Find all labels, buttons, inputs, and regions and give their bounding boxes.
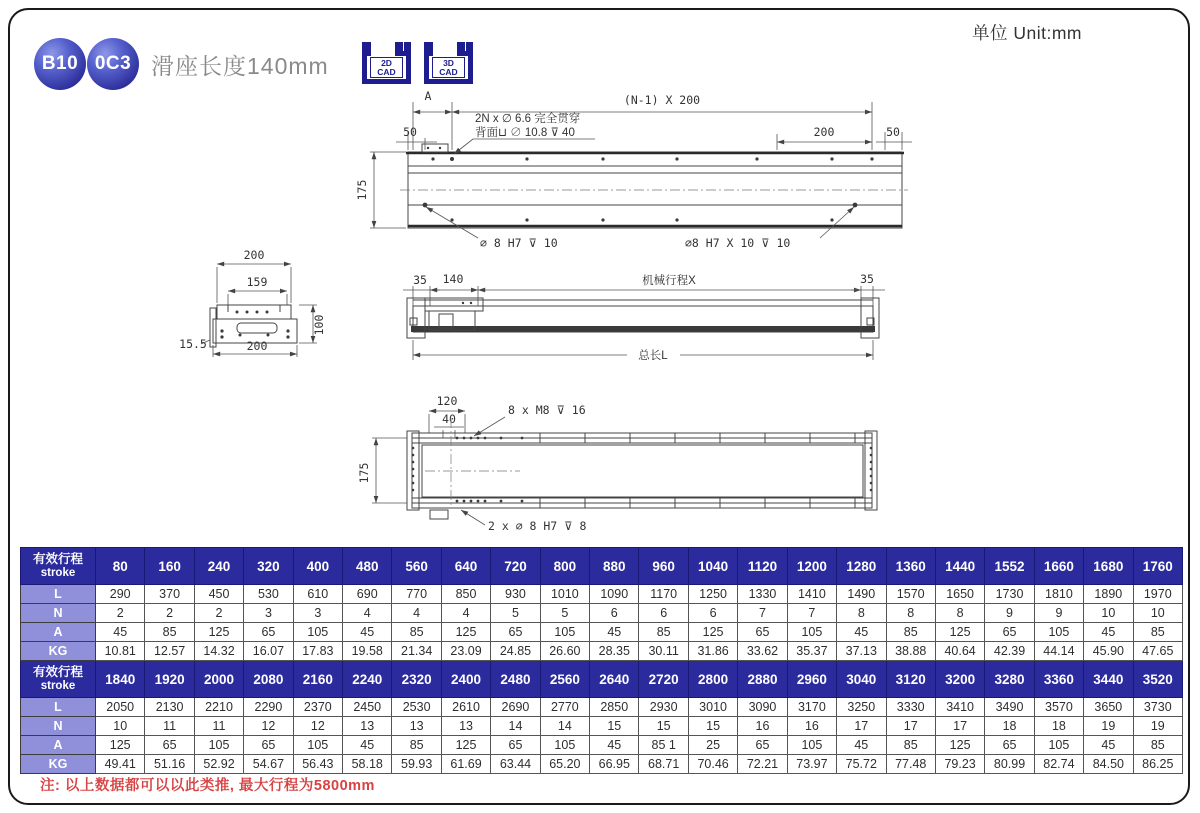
value-cell: 16.07: [244, 642, 293, 661]
value-cell: 125: [441, 623, 490, 642]
dim-40: 40: [442, 412, 456, 426]
spec-row-a: [21, 736, 1183, 755]
cad-2d-text: CAD: [377, 66, 396, 77]
value-cell: 105: [540, 623, 589, 642]
total-length-label: 总长L: [638, 350, 668, 362]
value-cell: 2: [145, 604, 194, 623]
model-badges: [34, 38, 329, 90]
m8-callout: 8 x M8 ⊽ 16: [508, 403, 586, 417]
value-cell: 82.74: [1034, 755, 1083, 774]
value-cell: 3: [244, 604, 293, 623]
value-cell: 3330: [886, 698, 935, 717]
stroke-value-cell: 2080: [244, 661, 293, 698]
value-cell: 65: [738, 623, 787, 642]
spec-row-kg: [21, 755, 1183, 774]
value-cell: 45.90: [1084, 642, 1133, 661]
stroke-value-cell: 2240: [343, 661, 392, 698]
stroke-header-row: [21, 661, 1183, 698]
stroke-header-row: [21, 548, 1183, 585]
value-cell: 125: [935, 736, 984, 755]
value-cell: 1730: [985, 585, 1034, 604]
value-cell: 19: [1133, 717, 1182, 736]
stroke-value-cell: 3040: [837, 661, 886, 698]
value-cell: 38.88: [886, 642, 935, 661]
value-cell: 45: [590, 623, 639, 642]
value-cell: 65: [244, 623, 293, 642]
value-cell: 12: [293, 717, 342, 736]
value-cell: 40.64: [935, 642, 984, 661]
spec-row-kg: [21, 642, 1183, 661]
value-cell: 17.83: [293, 642, 342, 661]
value-cell: 105: [293, 623, 342, 642]
stroke-value-cell: 2800: [688, 661, 737, 698]
value-cell: 51.16: [145, 755, 194, 774]
model-badge-0c3: 0C3: [87, 38, 139, 90]
value-cell: 10.81: [96, 642, 145, 661]
cad-2d-icon[interactable]: [362, 42, 411, 84]
value-cell: 26.60: [540, 642, 589, 661]
value-cell: 5: [491, 604, 540, 623]
dim-200-bottom: 200: [246, 339, 268, 353]
dim-35-right: 35: [860, 272, 874, 286]
cad-2d-text: 2D: [381, 57, 392, 68]
stroke-value-cell: 1680: [1084, 548, 1133, 585]
value-cell: 2610: [441, 698, 490, 717]
value-cell: 86.25: [1133, 755, 1182, 774]
value-cell: 35.37: [787, 642, 836, 661]
row-label-cell: L: [21, 698, 96, 717]
stroke-value-cell: 1660: [1034, 548, 1083, 585]
value-cell: 85: [886, 736, 935, 755]
unit-label: 单位 Unit:mm: [972, 23, 1082, 43]
value-cell: 85: [1133, 623, 1182, 642]
value-cell: 16: [787, 717, 836, 736]
stroke-value-cell: 240: [194, 548, 243, 585]
value-cell: 52.92: [194, 755, 243, 774]
value-cell: 2130: [145, 698, 194, 717]
value-cell: 1330: [738, 585, 787, 604]
value-cell: 65: [491, 736, 540, 755]
value-cell: 7: [787, 604, 836, 623]
value-cell: 105: [787, 623, 836, 642]
spec-table: [20, 547, 1183, 774]
stroke-value-cell: 2160: [293, 661, 342, 698]
value-cell: 44.14: [1034, 642, 1083, 661]
value-cell: 23.09: [441, 642, 490, 661]
value-cell: 17: [837, 717, 886, 736]
value-cell: 11: [145, 717, 194, 736]
cad-download-icons: [362, 42, 473, 84]
value-cell: 690: [343, 585, 392, 604]
stroke-value-cell: 480: [343, 548, 392, 585]
value-cell: 125: [935, 623, 984, 642]
section-view-drawing: [165, 245, 345, 383]
row-label-cell: KG: [21, 642, 96, 661]
value-cell: 15: [639, 717, 688, 736]
cad-3d-icon[interactable]: [424, 42, 473, 84]
hole-callout-1: 2N x ∅ 6.6 完全贯穿: [475, 113, 581, 125]
value-cell: 105: [540, 736, 589, 755]
value-cell: 49.41: [96, 755, 145, 774]
cad-3d-label: [432, 57, 465, 78]
cad-3d-text: 3D: [443, 57, 454, 68]
value-cell: 370: [145, 585, 194, 604]
value-cell: 15: [688, 717, 737, 736]
value-cell: 54.67: [244, 755, 293, 774]
value-cell: 105: [1034, 623, 1083, 642]
stroke-value-cell: 3280: [985, 661, 1034, 698]
spec-row-l: [21, 585, 1183, 604]
stroke-value-cell: 720: [491, 548, 540, 585]
value-cell: 18: [985, 717, 1034, 736]
stroke-value-cell: 3520: [1133, 661, 1182, 698]
value-cell: 1490: [837, 585, 886, 604]
value-cell: 10: [1084, 604, 1133, 623]
stroke-value-cell: 3360: [1034, 661, 1083, 698]
pin-callout: 2 x ∅ 8 H7 ⊽ 8: [488, 519, 587, 533]
row-label-cell: L: [21, 585, 96, 604]
value-cell: 450: [194, 585, 243, 604]
value-cell: 85: [392, 736, 441, 755]
value-cell: 85: [392, 623, 441, 642]
cad-3d-text: CAD: [439, 66, 458, 77]
cad-2d-label: [370, 57, 403, 78]
value-cell: 3170: [787, 698, 836, 717]
value-cell: 84.50: [1084, 755, 1133, 774]
value-cell: 3650: [1084, 698, 1133, 717]
stroke-value-cell: 320: [244, 548, 293, 585]
stroke-value-cell: 800: [540, 548, 589, 585]
value-cell: 65: [985, 623, 1034, 642]
stroke-value-cell: 640: [441, 548, 490, 585]
spec-row-n: [21, 717, 1183, 736]
value-cell: 1250: [688, 585, 737, 604]
dim-175-bottom-view: 175: [357, 462, 371, 484]
value-cell: 1650: [935, 585, 984, 604]
dim-pitch: (N-1) X 200: [623, 93, 701, 107]
value-cell: 45: [837, 736, 886, 755]
value-cell: 8: [837, 604, 886, 623]
pin-callout-right: ∅8 H7 X 10 ⊽ 10: [685, 236, 791, 250]
value-cell: 1090: [590, 585, 639, 604]
value-cell: 770: [392, 585, 441, 604]
value-cell: 56.43: [293, 755, 342, 774]
value-cell: 9: [985, 604, 1034, 623]
value-cell: 70.46: [688, 755, 737, 774]
value-cell: 2850: [590, 698, 639, 717]
stroke-value-cell: 560: [392, 548, 441, 585]
value-cell: 930: [491, 585, 540, 604]
value-cell: 61.69: [441, 755, 490, 774]
value-cell: 8: [886, 604, 935, 623]
value-cell: 2770: [540, 698, 589, 717]
value-cell: 45: [96, 623, 145, 642]
value-cell: 85: [639, 623, 688, 642]
dim-175: 175: [355, 179, 369, 201]
value-cell: 13: [392, 717, 441, 736]
value-cell: 2530: [392, 698, 441, 717]
stroke-value-cell: 400: [293, 548, 342, 585]
top-view-drawing: [340, 86, 915, 254]
value-cell: 11: [194, 717, 243, 736]
value-cell: 1890: [1084, 585, 1133, 604]
value-cell: 85 1: [639, 736, 688, 755]
dim-200: 200: [813, 125, 835, 139]
value-cell: 105: [1034, 736, 1083, 755]
value-cell: 59.93: [392, 755, 441, 774]
value-cell: 19.58: [343, 642, 392, 661]
value-cell: 63.44: [491, 755, 540, 774]
value-cell: 4: [343, 604, 392, 623]
stroke-value-cell: 2560: [540, 661, 589, 698]
value-cell: 2: [96, 604, 145, 623]
value-cell: 9: [1034, 604, 1083, 623]
value-cell: 1970: [1133, 585, 1182, 604]
value-cell: 79.23: [935, 755, 984, 774]
value-cell: 68.71: [639, 755, 688, 774]
stroke-dim-label: 机械行程X: [642, 275, 696, 287]
value-cell: 290: [96, 585, 145, 604]
stroke-value-cell: 80: [96, 548, 145, 585]
spec-table-body: [21, 548, 1183, 774]
value-cell: 6: [590, 604, 639, 623]
stroke-value-cell: 2480: [491, 661, 540, 698]
dim-15-5: 15.5: [179, 337, 207, 351]
stroke-value-cell: 960: [639, 548, 688, 585]
value-cell: 3410: [935, 698, 984, 717]
value-cell: 6: [688, 604, 737, 623]
value-cell: 105: [293, 736, 342, 755]
bottom-view-drawing: [357, 388, 912, 536]
value-cell: 3250: [837, 698, 886, 717]
value-cell: 4: [392, 604, 441, 623]
value-cell: 3730: [1133, 698, 1182, 717]
value-cell: 58.18: [343, 755, 392, 774]
row-label-cell: A: [21, 623, 96, 642]
stroke-value-cell: 3120: [886, 661, 935, 698]
value-cell: 2370: [293, 698, 342, 717]
value-cell: 14: [491, 717, 540, 736]
floppy-tab: [362, 42, 371, 56]
stroke-value-cell: 1280: [837, 548, 886, 585]
value-cell: 42.39: [985, 642, 1034, 661]
stroke-value-cell: 3440: [1084, 661, 1133, 698]
value-cell: 65: [491, 623, 540, 642]
stroke-label-cn: 有效行程: [32, 665, 83, 680]
value-cell: 45: [837, 623, 886, 642]
value-cell: 2050: [96, 698, 145, 717]
value-cell: 2290: [244, 698, 293, 717]
value-cell: 3: [293, 604, 342, 623]
value-cell: 45: [1084, 736, 1133, 755]
row-label-cell: A: [21, 736, 96, 755]
value-cell: 17: [886, 717, 935, 736]
stroke-value-cell: 2000: [194, 661, 243, 698]
value-cell: 19: [1084, 717, 1133, 736]
hole-callout-2: 背面⊔ ∅ 10.8 ⊽ 40: [475, 127, 575, 139]
value-cell: 65: [244, 736, 293, 755]
row-label-cell: N: [21, 717, 96, 736]
stroke-value-cell: 1552: [985, 548, 1034, 585]
value-cell: 12: [244, 717, 293, 736]
value-cell: 1010: [540, 585, 589, 604]
model-badge-b10: B10: [34, 38, 86, 90]
dim-35-left: 35: [413, 273, 427, 287]
stroke-label-en: stroke: [40, 566, 76, 579]
value-cell: 72.21: [738, 755, 787, 774]
value-cell: 45: [1084, 623, 1133, 642]
dim-200-top: 200: [243, 248, 265, 262]
dim-50-right: 50: [886, 125, 900, 139]
stroke-value-cell: 1200: [787, 548, 836, 585]
stroke-header-label: [21, 548, 96, 585]
value-cell: 85: [1133, 736, 1182, 755]
value-cell: 125: [688, 623, 737, 642]
value-cell: 45: [343, 736, 392, 755]
value-cell: 65.20: [540, 755, 589, 774]
value-cell: 45: [343, 623, 392, 642]
value-cell: 3090: [738, 698, 787, 717]
stroke-value-cell: 1920: [145, 661, 194, 698]
value-cell: 24.85: [491, 642, 540, 661]
stroke-value-cell: 1440: [935, 548, 984, 585]
value-cell: 3490: [985, 698, 1034, 717]
stroke-header-label: [21, 661, 96, 698]
floppy-tab: [424, 42, 433, 56]
value-cell: 16: [738, 717, 787, 736]
value-cell: 1410: [787, 585, 836, 604]
value-cell: 45: [590, 736, 639, 755]
row-label-cell: N: [21, 604, 96, 623]
value-cell: 2690: [491, 698, 540, 717]
value-cell: 125: [441, 736, 490, 755]
value-cell: 14: [540, 717, 589, 736]
value-cell: 10: [1133, 604, 1182, 623]
value-cell: 73.97: [787, 755, 836, 774]
value-cell: 65: [985, 736, 1034, 755]
spec-row-l: [21, 698, 1183, 717]
dim-100: 100: [312, 314, 326, 336]
dim-a: A: [424, 89, 432, 103]
value-cell: 530: [244, 585, 293, 604]
stroke-value-cell: 1840: [96, 661, 145, 698]
value-cell: 1170: [639, 585, 688, 604]
value-cell: 47.65: [1133, 642, 1182, 661]
value-cell: 2210: [194, 698, 243, 717]
value-cell: 850: [441, 585, 490, 604]
value-cell: 13: [343, 717, 392, 736]
stroke-value-cell: 1040: [688, 548, 737, 585]
value-cell: 80.99: [985, 755, 1034, 774]
floppy-slot: [401, 42, 406, 53]
value-cell: 77.48: [886, 755, 935, 774]
page-title: 滑座长度140mm: [151, 52, 329, 79]
value-cell: 28.35: [590, 642, 639, 661]
stroke-value-cell: 160: [145, 548, 194, 585]
value-cell: 4: [441, 604, 490, 623]
stroke-value-cell: 3200: [935, 661, 984, 698]
stroke-value-cell: 2960: [787, 661, 836, 698]
value-cell: 31.86: [688, 642, 737, 661]
pin-callout-left: ∅ 8 H7 ⊽ 10: [480, 236, 558, 250]
stroke-value-cell: 2880: [738, 661, 787, 698]
value-cell: 12.57: [145, 642, 194, 661]
floppy-slot: [463, 42, 468, 53]
value-cell: 10: [96, 717, 145, 736]
stroke-value-cell: 2720: [639, 661, 688, 698]
value-cell: 105: [787, 736, 836, 755]
value-cell: 1810: [1034, 585, 1083, 604]
dim-140: 140: [442, 272, 464, 286]
stroke-value-cell: 2320: [392, 661, 441, 698]
dim-120: 120: [436, 394, 458, 408]
value-cell: 6: [639, 604, 688, 623]
dim-50-left: 50: [403, 125, 417, 139]
value-cell: 15: [590, 717, 639, 736]
value-cell: 3010: [688, 698, 737, 717]
value-cell: 8: [935, 604, 984, 623]
value-cell: 105: [194, 736, 243, 755]
value-cell: 3570: [1034, 698, 1083, 717]
value-cell: 33.62: [738, 642, 787, 661]
value-cell: 75.72: [837, 755, 886, 774]
spec-row-n: [21, 604, 1183, 623]
value-cell: 1570: [886, 585, 935, 604]
value-cell: 125: [96, 736, 145, 755]
value-cell: 21.34: [392, 642, 441, 661]
footnote: 注: 以上数据都可以以此类推, 最大行程为5800mm: [40, 778, 375, 794]
stroke-label-en: stroke: [40, 679, 76, 692]
value-cell: 65: [145, 736, 194, 755]
stroke-value-cell: 1360: [886, 548, 935, 585]
stroke-value-cell: 880: [590, 548, 639, 585]
value-cell: 25: [688, 736, 737, 755]
row-label-cell: KG: [21, 755, 96, 774]
stroke-value-cell: 1120: [738, 548, 787, 585]
value-cell: 85: [145, 623, 194, 642]
value-cell: 5: [540, 604, 589, 623]
value-cell: 37.13: [837, 642, 886, 661]
value-cell: 66.95: [590, 755, 639, 774]
side-view-drawing: [395, 262, 915, 370]
value-cell: 610: [293, 585, 342, 604]
value-cell: 65: [738, 736, 787, 755]
stroke-value-cell: 2640: [590, 661, 639, 698]
stroke-label-cn: 有效行程: [32, 552, 83, 567]
value-cell: 30.11: [639, 642, 688, 661]
value-cell: 2930: [639, 698, 688, 717]
value-cell: 13: [441, 717, 490, 736]
value-cell: 17: [935, 717, 984, 736]
value-cell: 18: [1034, 717, 1083, 736]
stroke-value-cell: 1760: [1133, 548, 1182, 585]
value-cell: 125: [194, 623, 243, 642]
value-cell: 14.32: [194, 642, 243, 661]
dim-159: 159: [246, 275, 268, 289]
value-cell: 7: [738, 604, 787, 623]
value-cell: 85: [886, 623, 935, 642]
spec-row-a: [21, 623, 1183, 642]
value-cell: 2: [194, 604, 243, 623]
value-cell: 2450: [343, 698, 392, 717]
stroke-value-cell: 2400: [441, 661, 490, 698]
